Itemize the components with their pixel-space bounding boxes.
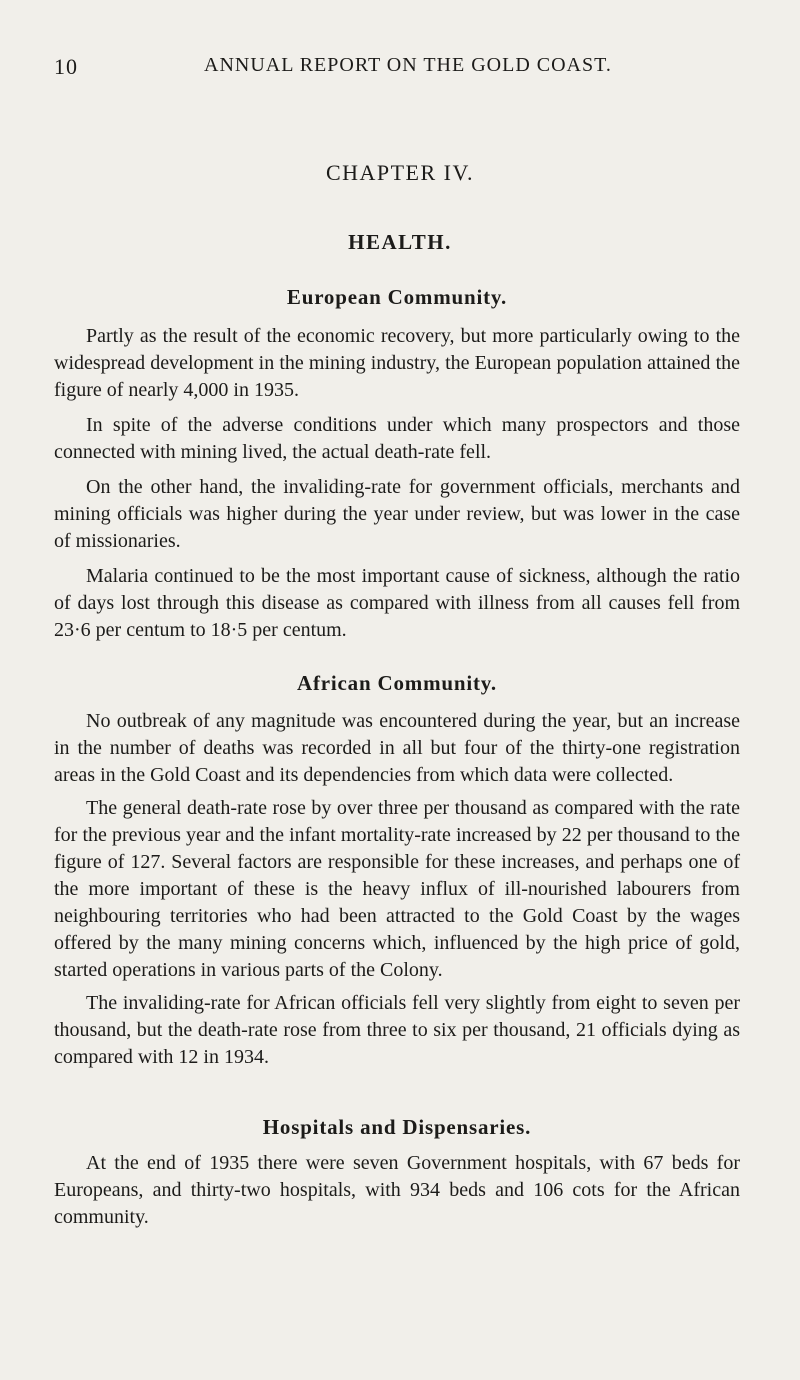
page-number: 10 bbox=[54, 54, 78, 79]
paragraph: The invaliding-rate for African officials fell very slightly from eight to seven per thousand, but the death-rate rose from three to six per thousand, 21 officials dying as compared with 12 in 1934. bbox=[54, 992, 740, 1068]
african-heading: African Community. bbox=[297, 671, 497, 695]
running-title: ANNUAL REPORT ON THE GOLD COAST. bbox=[204, 54, 612, 76]
paragraph: No outbreak of any magnitude was encountered during the year, but an increase in the number of deaths was recorded in all but four of the thirty-one registration areas in the Gold Coast and its dependencies from which data were collected. bbox=[54, 710, 740, 786]
chapter-subject: HEALTH. bbox=[348, 230, 452, 254]
paragraph: The general death-rate rose by over three per thousand as compared with the rate for the previous year and the infant mortality-rate increased by 22 per thousand to the figure of 127. Several factors are responsible for these increases, and perhaps one of the more important of these is the heavy influx of ill-nourished labourers from neighbouring territories who had been attracted to the Gold Coast by the wages offered by the many mining concerns which, influenced by the high price of gold, started operations in various parts of the Colony. bbox=[54, 797, 740, 981]
paragraph: Partly as the result of the economic recovery, but more particularly owing to the widespread development in the mining industry, the European population attained the figure of nearly 4,000 in 1935. bbox=[54, 325, 740, 401]
paragraph: At the end of 1935 there were seven Government hospitals, with 67 beds for Europeans, and thirty-two hospitals, with 934 beds and 106 cots for the African community. bbox=[54, 1152, 740, 1228]
hospitals-heading: Hospitals and Dispensaries. bbox=[262, 1115, 532, 1139]
paragraph: Malaria continued to be the most important cause of sickness, although the ratio of days lost through this disease as compared with illness from all causes fell from 23·6 per centum to 18·5 per centum. bbox=[54, 565, 740, 641]
running-header bbox=[54, 54, 730, 84]
paragraph: On the other hand, the invaliding-rate for government officials, merchants and mining officials was higher during the year under review, but was lower in the case of missionaries. bbox=[54, 476, 740, 552]
european-heading: European Community. bbox=[286, 285, 508, 309]
paragraph: In spite of the adverse conditions under which many prospectors and those connected with mining lived, the actual death-rate fell. bbox=[54, 414, 740, 463]
african-community-section bbox=[54, 668, 740, 1077]
chapter-title: CHAPTER IV. bbox=[325, 160, 475, 185]
european-community-section bbox=[54, 282, 740, 652]
hospitals-section bbox=[54, 1112, 740, 1231]
